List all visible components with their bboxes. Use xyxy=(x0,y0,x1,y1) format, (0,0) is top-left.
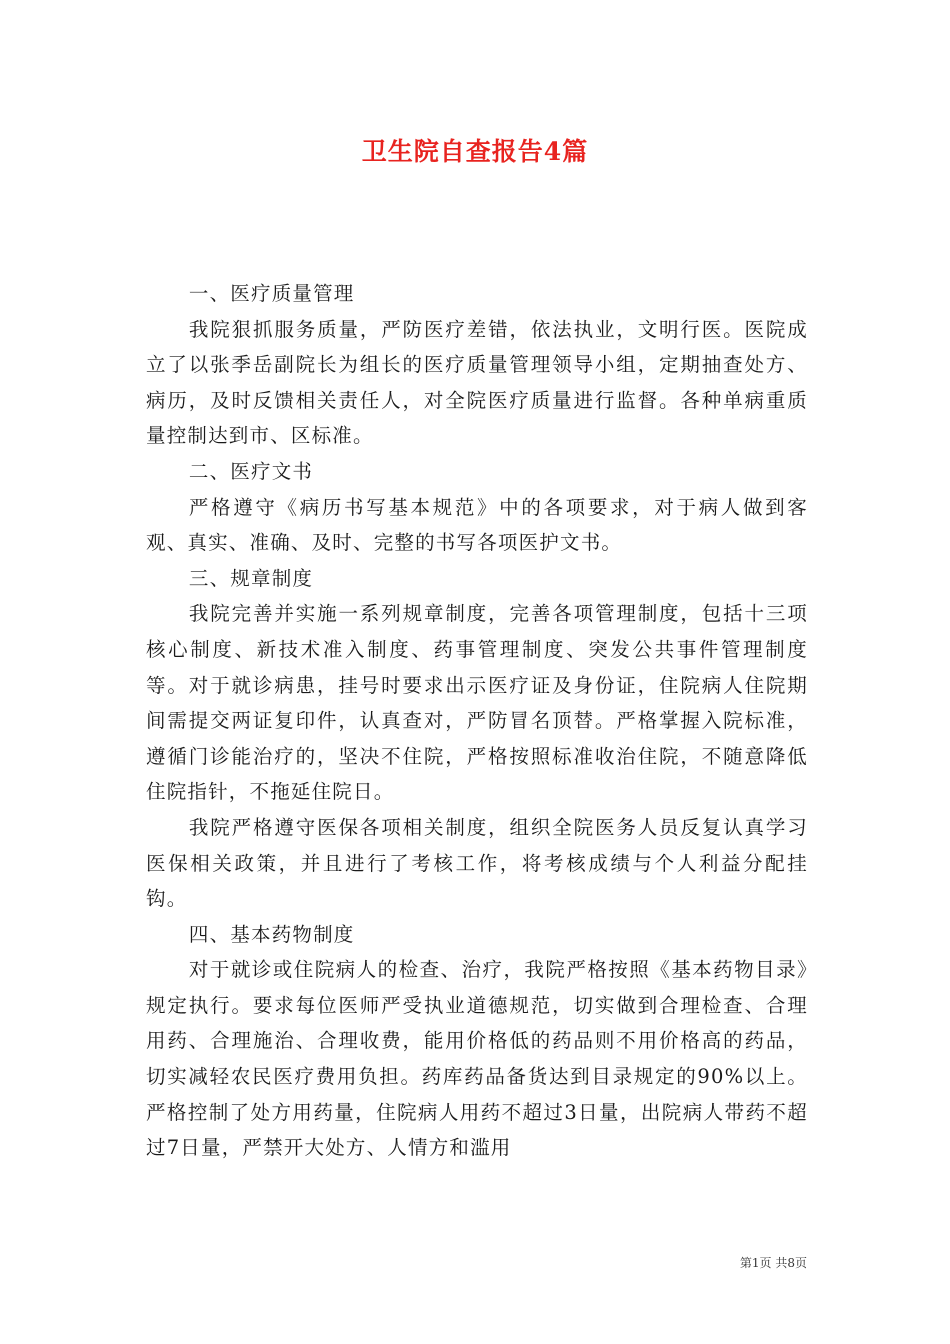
paragraph: 我院狠抓服务质量，严防医疗差错，依法执业，文明行医。医院成立了以张季岳副院长为组长的医疗质量管理领导小组，定期抽查处方、病历，及时反馈相关责任人，对全院医疗质量进行监督。各种单病重质量控制达到市、区标准。 xyxy=(146,317,808,448)
section-heading: 四、基本药物制度 xyxy=(188,922,355,946)
section-heading: 三、规章制度 xyxy=(188,566,314,590)
document-body xyxy=(146,276,808,1166)
page-number: 第1页 共8页 xyxy=(739,1256,807,1270)
paragraph: 我院完善并实施一系列规章制度，完善各项管理制度，包括十三项核心制度、新技术准入制度、药事管理制度、突发公共事件管理制度等。对于就诊病患，挂号时要求出示医疗证及身份证，住院病人住院期间需提交两证复印件，认真查对，严防冒名顶替。严格掌握入院标准，遵循门诊能治疗的，坚决不住院，严格按照标准收治住院，不随意降低住院指针，不拖延住院日。 xyxy=(146,602,808,804)
section-heading: 二、医疗文书 xyxy=(188,459,314,483)
paragraph: 对于就诊或住院病人的检查、治疗，我院严格按照《基本药物目录》规定执行。要求每位医师严受执业道德规范，切实做到合理检查、合理用药、合理施治、合理收费，能用价格低的药品则不用价格高的药品，切实减轻农民医疗费用负担。药库药品备货达到目录规定的90%以上。严格控制了处方用药量，住院病人用药不超过3日量，出院病人带药不超过7日量，严禁开大处方、人情方和滥用 xyxy=(146,958,808,1160)
page-title: 卫生院自查报告4篇 xyxy=(361,137,589,166)
paragraph: 严格遵守《病历书写基本规范》中的各项要求，对于病人做到客观、真实、准确、及时、完整的书写各项医护文书。 xyxy=(146,495,808,555)
paragraph: 我院严格遵守医保各项相关制度，组织全院医务人员反复认真学习医保相关政策，并且进行了考核工作，将考核成绩与个人利益分配挂钩。 xyxy=(146,815,808,911)
section-heading: 一、医疗质量管理 xyxy=(188,282,355,305)
